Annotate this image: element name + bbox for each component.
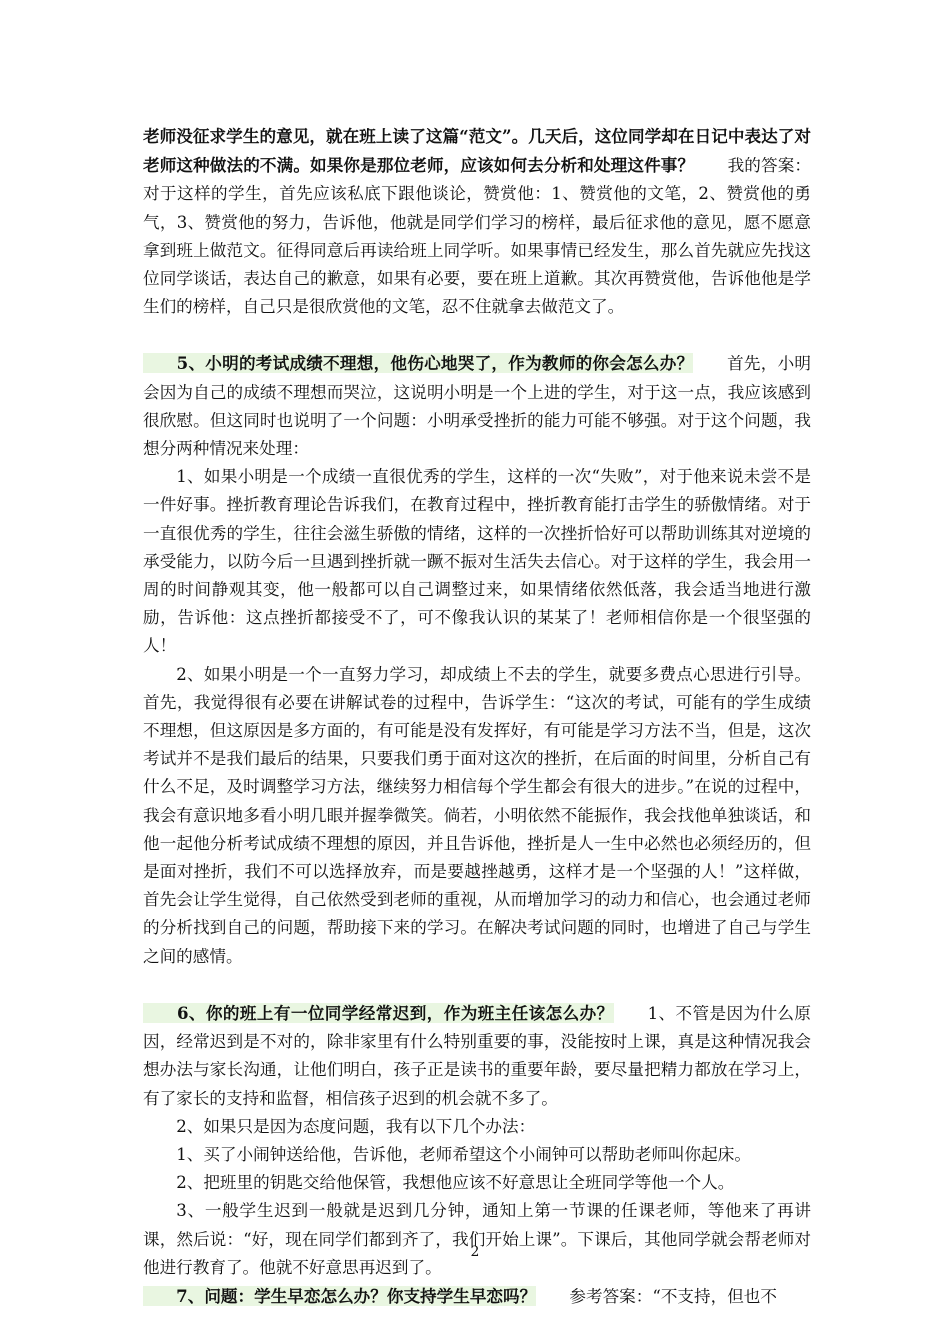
question-6-text: 6、你的班上有一位同学经常迟到，作为班主任该怎么办？ [143,1002,614,1023]
question-5-text: 5、小明的考试成绩不理想，他伤心地哭了，作为教师的你会怎么办？ [143,353,694,374]
answer-4-text: 我的答案：对于这样的学生，首先应该私底下跟他谈论，赞赏他：1、赞赏他的文笔，2、赞赏他的勇气，3、赞赏他的努力，告诉他，他就是同学们学习的榜样，最后征求他的意见，愿不愿意拿到班上做范文。征得同意后再读给班上同学听。如果事情已经发生，那么首先就应先找这位同学谈话，表达自己的歉意，如果有必要，要在班上道歉。其次再赞赏他，告诉他他是学生们的榜样，自己只是很欣赏他的文笔，忍不住就拿去做范文了。 [143,156,811,317]
document-body [143,122,811,1311]
answer-6-intro: 1、不管是因为什么原因，经常迟到是不对的，除非家里有什么特别重要的事，没能按时上课，真是这种情况我会想办法与家长沟通，让他们明白，孩子正是读书的重要年龄，要尽量把精力都放在学习上，有了家长的支持和监督，相信孩子迟到的机会就不多了。 [143,1003,812,1108]
answer-6-method-2: 2、把班里的钥匙交给他保管，我想他应该不好意思让全班同学等他一个人。 [176,1173,735,1193]
answer-6-point-2: 2、如果只是因为态度问题，我有以下几个办法： [176,1116,536,1136]
paragraph-gap [143,321,811,349]
question-7-paragraph [143,1282,811,1311]
question-4-paragraph [143,122,811,321]
answer-5-case-2: 2、如果小明是一个一直努力学习，却成绩上不去的学生，就要多费点心思进行引导。首先，我觉得很有必要在讲解试卷的过程中，告诉学生：“这次的考试，可能有的学生成绩不理想，但这原因是多方面的，有可能是没有发挥好，有可能是学习方法不当，但是，这次考试并不是我们最后的结果，只要我们勇于面对这次的挫折，在后面的时间里，分析自己有什么不足，及时调整学习方法，继续努力相信每个学生都会有很大的进步。”在说的过程中，我会有意识地多看小明几眼并握拳微笑。倘若，小明依然不能振作，我会找他单独谈话，和他一起他分析考试成绩不理想的原因，并且告诉他，挫折是人一生中必然也必须经历的，但是面对挫折，我们不可以选择放弃，而是要越挫越勇，这样才是一个坚强的人！”这样做，首先会让学生觉得，自己依然受到老师的重视，从而增加学习的动力和信心，也会通过老师的分析找到自己的问题，帮助接下来的学习。在解决考试问题的同时，也增进了自己与学生之间的感情。 [143,664,811,966]
answer-6-method-1: 1、买了小闹钟送给他，告诉他，老师希望这个小闹钟可以帮助老师叫你起床。 [176,1144,751,1164]
paragraph-gap [143,971,811,999]
question-5-paragraph [143,349,811,463]
answer-5-case-1: 1、如果小明是一个成绩一直很优秀的学生，这样的一次“失败”，对于他来说未尝不是一件好事。挫折教育理论告诉我们，在教育过程中，挫折教育能打击学生的骄傲情绪。对于一直很优秀的学生，往往会滋生骄傲的情绪，这样的一次挫折恰好可以帮助训练其对逆境的承受能力，以防今后一旦遇到挫折就一蹶不振对生活失去信心。对于这样的学生，我会用一周的时间静观其变，他一般都可以自己调整过来，如果情绪依然低落，我会适当地进行激励，告诉他：这点挫折都接受不了，可不像我认识的某某了！老师相信你是一个很坚强的人！ [143,467,811,656]
answer-7-text: 参考答案：“不支持，但也不 [536,1286,777,1306]
answer-6-method-3: 3、一般学生迟到一般就是迟到几分钟，通知上第一节课的任课老师，等他来了再讲课，然后说：“好，现在同学们都到齐了，我们开始上课”。下课后，其他同学就会帮老师对他进行教育了。他就不好意思再迟到了。 [143,1201,811,1277]
question-4-text: 老师没征求学生的意见，就在班上读了这篇“范文”。几天后，这位同学却在日记中表达了对老师这种做法的不满。如果你是那位老师，应该如何去分析和处理这件事？ [143,126,811,176]
question-7-text: 7、问题：学生早恋怎么办？你支持学生早恋吗？ [143,1285,537,1306]
page-number: 2 [470,1244,480,1260]
question-6-paragraph [143,999,811,1113]
answer-5-intro: 首先，小明会因为自己的成绩不理想而哭泣，这说明小明是一个上进的学生，对于这一点，我应该感到很欣慰。但这同时也说明了一个问题：小明承受挫折的能力可能不够强。对于这个问题，我想分两种情况来处理： [143,354,812,459]
